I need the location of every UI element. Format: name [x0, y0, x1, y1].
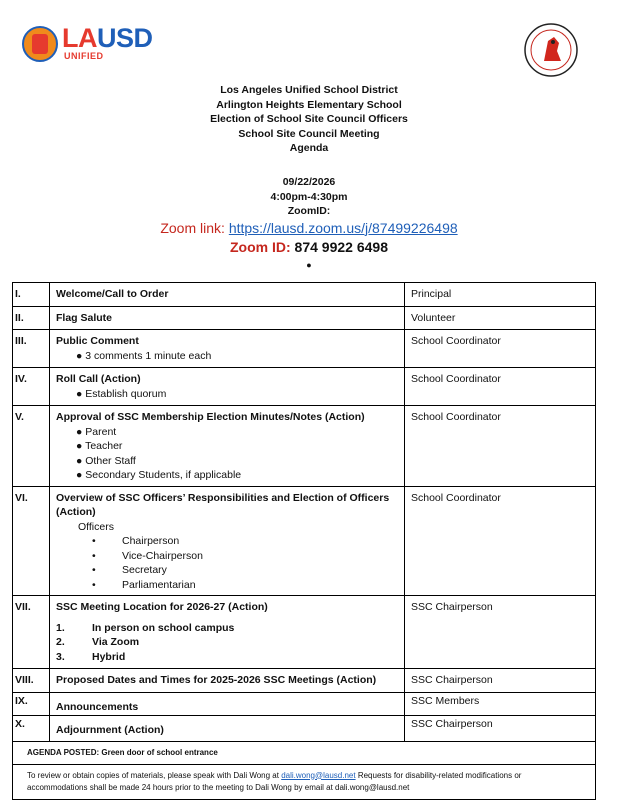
item-number: VI.	[13, 486, 50, 596]
agenda-row	[13, 283, 596, 307]
agenda-row	[13, 596, 596, 669]
location-options	[56, 621, 398, 665]
item-number: IX.	[13, 692, 50, 716]
school-name: Arlington Heights Elementary School	[216, 98, 402, 111]
item-title: Public Comment	[56, 335, 139, 347]
sub-item: ● Other Staff	[56, 454, 398, 469]
item-content	[50, 406, 405, 487]
officer-item: • Chairperson	[92, 534, 398, 549]
officer-item: • Vice-Chairperson	[92, 549, 398, 564]
item-number: II.	[13, 306, 50, 330]
footer-text: Requests for disability-related modifications or accommodations shall be made 24 hours prior to the meeting to Dali Wong by email at dali.wong@lausd.net	[27, 770, 522, 792]
agenda-row	[13, 330, 596, 368]
election-title: Election of School Site Council Officers	[210, 113, 408, 125]
item-responsible: School Coordinator	[405, 368, 596, 406]
agenda-row	[13, 406, 596, 487]
item-title: Flag Salute	[50, 306, 405, 330]
document-header	[0, 83, 618, 156]
agenda-row	[13, 306, 596, 330]
zoom-id-line	[0, 238, 618, 257]
item-responsible: School Coordinator	[405, 486, 596, 596]
item-title: Overview of SSC Officers’ Responsibilities and Election of Officers (Action)	[56, 491, 390, 518]
officer-item: • Secretary	[92, 563, 398, 578]
item-number: I.	[13, 283, 50, 307]
item-content	[50, 596, 405, 669]
agenda-table	[12, 282, 596, 800]
item-responsible: SSC Chairperson	[405, 596, 596, 669]
item-title: Announcements	[50, 692, 405, 716]
item-title: Roll Call (Action)	[56, 373, 141, 385]
footer-row	[13, 741, 596, 764]
item-responsible: SSC Chairperson	[405, 716, 596, 742]
item-title: Approval of SSC Membership Election Minutes/Notes (Action)	[56, 411, 365, 423]
agenda-row	[13, 486, 596, 596]
lausd-seal-icon	[22, 26, 58, 62]
item-responsible: SSC Chairperson	[405, 669, 596, 693]
agenda-posted: AGENDA POSTED: Green door of school entrance	[13, 741, 596, 764]
item-number: X.	[13, 716, 50, 742]
item-title: Proposed Dates and Times for 2025-2026 SSC Meetings (Action)	[50, 669, 405, 693]
item-responsible: SSC Members	[405, 692, 596, 716]
officer-list	[56, 534, 398, 592]
meeting-details	[0, 175, 618, 273]
meeting-time: 4:00pm-4:30pm	[270, 190, 348, 203]
meeting-date: 09/22/2026	[282, 176, 336, 188]
item-responsible: Volunteer	[405, 306, 596, 330]
zoom-link-label: Zoom link:	[160, 219, 225, 236]
location-option: 1. In person on school campus	[56, 621, 235, 634]
zoom-link-line	[0, 219, 618, 238]
footer-text: To review or obtain copies of materials, please speak with Dali Wong at	[27, 770, 282, 780]
item-number: VII.	[13, 596, 50, 669]
item-number: V.	[13, 406, 50, 487]
item-responsible: School Coordinator	[405, 330, 596, 368]
school-mascot-seal-icon	[524, 23, 578, 77]
item-content	[50, 486, 405, 596]
sub-item: ● Establish quorum	[56, 387, 398, 402]
item-responsible: Principal	[405, 283, 596, 307]
item-title: Welcome/Call to Order	[50, 283, 405, 307]
email-link[interactable]: dali.wong@lausd.net	[281, 770, 356, 780]
sub-item: ● 3 comments 1 minute each	[56, 349, 398, 364]
footer-notice	[13, 764, 596, 799]
meeting-title: School Site Council Meeting	[238, 127, 380, 140]
sub-item: ● Teacher	[56, 439, 398, 454]
item-number: VIII.	[13, 669, 50, 693]
location-option: 3. Hybrid	[56, 650, 126, 663]
officer-item: • Parliamentarian	[92, 578, 398, 593]
zoom-id-value: 874 9922 6498	[294, 238, 388, 255]
agenda-row	[13, 669, 596, 693]
item-content	[50, 368, 405, 406]
agenda-row	[13, 692, 596, 716]
item-number: III.	[13, 330, 50, 368]
lausd-wordmark: LAUSD	[62, 23, 153, 53]
district-name: Los Angeles Unified School District	[220, 84, 398, 96]
lausd-unified-label: UNIFIED	[64, 51, 104, 61]
lausd-logo	[22, 24, 162, 66]
sub-item: ● Secondary Students, if applicable	[56, 468, 398, 483]
sub-item: ● Parent	[56, 425, 398, 440]
agenda-row	[13, 368, 596, 406]
officers-label: Officers	[78, 520, 114, 533]
item-content	[50, 330, 405, 368]
zoom-link[interactable]: https://lausd.zoom.us/j/87499226498	[228, 219, 458, 236]
location-option: 2. Via Zoom	[56, 636, 140, 648]
item-number: IV.	[13, 368, 50, 406]
agenda-heading: Agenda	[289, 142, 329, 154]
footer-row	[13, 764, 596, 799]
bullet-mark: ●	[306, 259, 312, 270]
item-responsible: School Coordinator	[405, 406, 596, 487]
zoom-id-label: Zoom ID:	[230, 238, 291, 255]
item-title: SSC Meeting Location for 2026-27 (Action)	[56, 601, 268, 613]
agenda-row	[13, 716, 596, 742]
zoomid-label: ZoomID:	[287, 205, 331, 217]
item-title: Adjournment (Action)	[50, 716, 405, 742]
